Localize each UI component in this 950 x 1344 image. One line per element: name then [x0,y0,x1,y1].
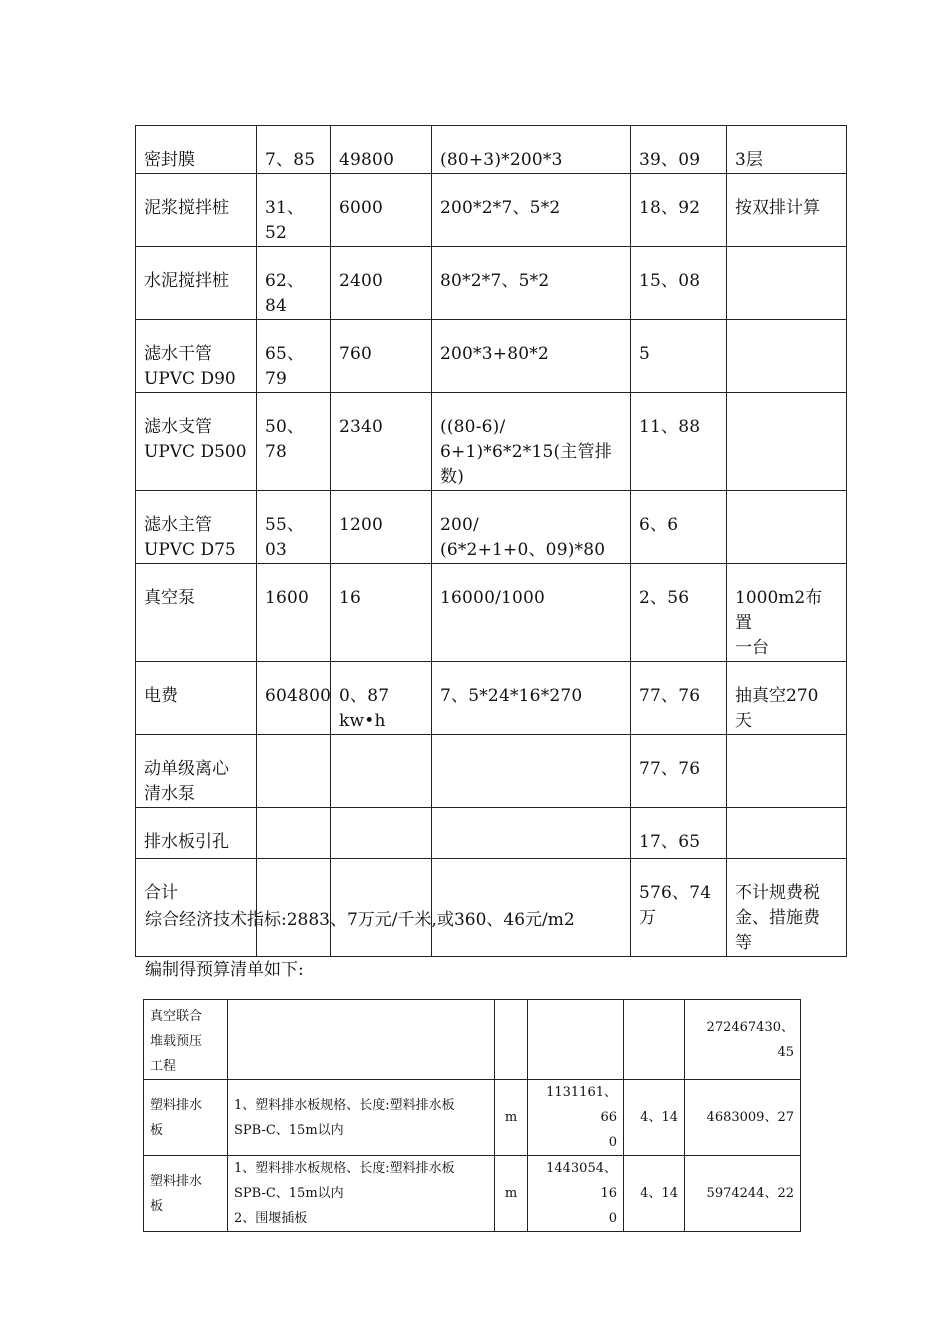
table-row [136,126,847,174]
unit-price-cell [257,735,331,808]
project-name-cell: 真空联合 堆载预压 工程 [144,1000,228,1080]
table-row [136,662,847,735]
amount-cell: 77、76 [631,662,727,735]
quantity-cell: 1200 [331,491,432,564]
unit-cell [495,1000,528,1080]
remark-cell [727,491,847,564]
formula-cell [432,808,631,859]
unit-price-cell [257,808,331,859]
formula-cell: 200*3+80*2 [432,320,631,393]
formula-cell [432,735,631,808]
quantity-cell: 49800 [331,126,432,174]
item-name-cell: 合计 [136,859,257,957]
total-cell: 4683009、27 [685,1080,801,1156]
table-row [144,1000,801,1080]
quantity-cell [331,735,432,808]
quantity-cell: 1131161、66 0 [528,1080,624,1156]
unit-price-cell: 55、03 [257,491,331,564]
quantity-cell: 2400 [331,247,432,320]
quantity-cell: 2340 [331,393,432,491]
amount-cell: 15、08 [631,247,727,320]
remark-cell [727,320,847,393]
item-name-cell: 真空泵 [136,564,257,662]
table-row [144,1156,801,1232]
unit-price-cell: 604800 [257,662,331,735]
item-name-cell: 电费 [136,662,257,735]
description-cell [228,1000,495,1080]
amount-cell: 17、65 [631,808,727,859]
amount-cell: 576、74 万 [631,859,727,957]
table-row [136,491,847,564]
table-row [136,174,847,247]
total-cell: 272467430、45 [685,1000,801,1080]
quantity-cell: 0、87 kw•h [331,662,432,735]
remark-cell: 抽真空270 天 [727,662,847,735]
item-name-cell: 滤水干管 UPVC D90 [136,320,257,393]
remark-cell [727,808,847,859]
remark-cell: 按双排计算 [727,174,847,247]
table-row [136,735,847,808]
unit-price-cell: 7、85 [257,126,331,174]
project-name-cell: 塑料排水 板 [144,1156,228,1232]
unit-price-cell: 31、52 [257,174,331,247]
description-cell: 1、塑料排水板规格、长度:塑料排水板 SPB-C、15m以内 [228,1080,495,1156]
item-name-cell: 水泥搅拌桩 [136,247,257,320]
unit-price-cell: 1600 [257,564,331,662]
item-name-cell: 排水板引孔 [136,808,257,859]
amount-cell: 5 [631,320,727,393]
table-row [136,564,847,662]
remark-cell: 1000m2布置 一台 [727,564,847,662]
remark-cell [727,247,847,320]
remark-cell [727,393,847,491]
unit-price-cell: 4、14 [624,1156,685,1232]
unit-price-cell: 4、14 [624,1080,685,1156]
item-name-cell: 滤水支管 UPVC D500 [136,393,257,491]
table-row [136,393,847,491]
quantity-cell: 760 [331,320,432,393]
unit-price-cell [624,1000,685,1080]
item-name-cell: 滤水主管 UPVC D75 [136,491,257,564]
project-name-cell: 塑料排水 板 [144,1080,228,1156]
remark-cell: 不计规费税 金、措施费 等 [727,859,847,957]
table-row [136,320,847,393]
amount-cell: 39、09 [631,126,727,174]
formula-cell: 7、5*24*16*270 [432,662,631,735]
table-row [136,247,847,320]
budget-table [143,999,801,1232]
budget-intro-paragraph: 编制得预算清单如下: [145,960,304,980]
remark-cell: 3层 [727,126,847,174]
amount-cell: 11、88 [631,393,727,491]
unit-price-cell: 62、84 [257,247,331,320]
quantity-cell [331,808,432,859]
item-name-cell: 泥浆搅拌桩 [136,174,257,247]
formula-cell: (80+3)*200*3 [432,126,631,174]
unit-cell: m [495,1156,528,1232]
formula-cell: ((80-6)/ 6+1)*6*2*15(主管排 数) [432,393,631,491]
amount-cell: 2、56 [631,564,727,662]
unit-cell: m [495,1080,528,1156]
formula-cell: 200/ (6*2+1+0、09)*80 [432,491,631,564]
remark-cell [727,735,847,808]
total-cell: 5974244、22 [685,1156,801,1232]
formula-cell: 16000/1000 [432,564,631,662]
table-row [144,1080,801,1156]
unit-price-cell: 65、79 [257,320,331,393]
amount-cell: 6、6 [631,491,727,564]
amount-cell: 18、92 [631,174,727,247]
item-name-cell: 动单级离心 清水泵 [136,735,257,808]
formula-cell: 200*2*7、5*2 [432,174,631,247]
quantity-cell: 1443054、16 0 [528,1156,624,1232]
unit-price-cell: 50、78 [257,393,331,491]
amount-cell: 77、76 [631,735,727,808]
item-name-cell: 密封膜 [136,126,257,174]
table-row [136,808,847,859]
quantity-cell: 6000 [331,174,432,247]
indicator-paragraph: 综合经济技术指标:2883、7万元/千米,或360、46元/m2 [145,910,575,930]
formula-cell: 80*2*7、5*2 [432,247,631,320]
quantity-cell [528,1000,624,1080]
quantity-cell: 16 [331,564,432,662]
description-cell: 1、塑料排水板规格、长度:塑料排水板 SPB-C、15m以内 2、围堰插板 [228,1156,495,1232]
cost-table [135,125,847,957]
